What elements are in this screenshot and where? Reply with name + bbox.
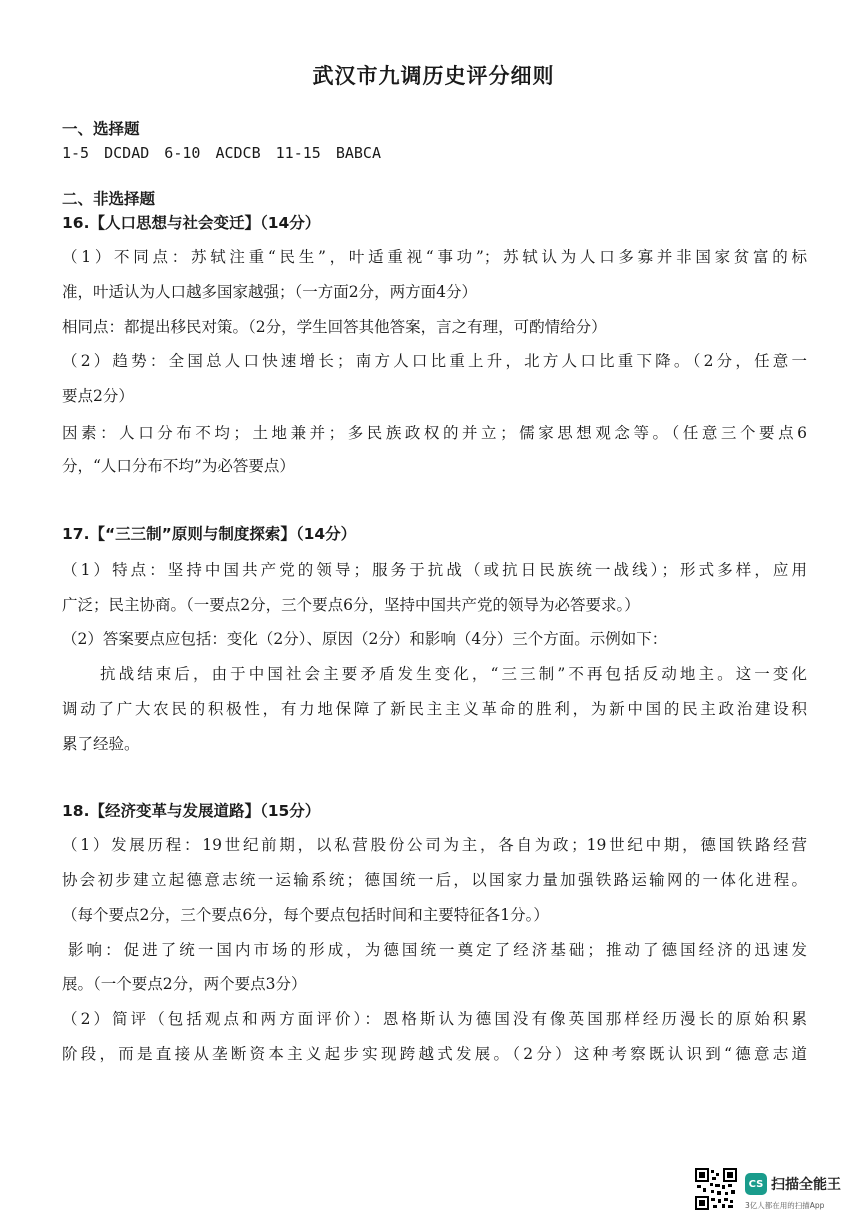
q17-line: （1）特点：坚持中国共产党的领导；服务于抗战（或抗日民族统一战线）；形式多样，应用 bbox=[62, 561, 807, 579]
q17-line: 抗战结束后，由于中国社会主要矛盾发生变化，“三三制”不再包括反动地主。这一变化 bbox=[100, 665, 807, 683]
choice-answers: 1-5 DCDAD 6-10 ACDCB 11-15 BABCA bbox=[62, 144, 381, 162]
q16-line: 因素：人口分布不均；土地兼并；多民族政权的并立；儒家思想观念等。（任意三个要点6 bbox=[62, 424, 807, 442]
q16-line: 要点2分） bbox=[62, 387, 134, 405]
q17-heading: 17.【“三三制”原则与制度探索】（14分） bbox=[62, 525, 357, 543]
q16-line: （2）趋势：全国总人口快速增长；南方人口比重上升，北方人口比重下降。（2分，任意一 bbox=[62, 352, 807, 370]
q18-heading: 18.【经济变革与发展道路】（15分） bbox=[62, 802, 321, 820]
q18-line: 阶段，而是直接从垄断资本主义起步实现跨越式发展。（2分）这种考察既认识到“德意志道 bbox=[62, 1045, 807, 1063]
q17-line: 广泛；民主协商。（一要点2分，三个要点6分，坚持中国共产党的领导为必答要求。） bbox=[62, 596, 640, 614]
camscanner-name: 扫描全能王 bbox=[771, 1177, 841, 1193]
q17-line: 调动了广大农民的积极性，有力地保障了新民主主义革命的胜利，为新中国的民主政治建设积 bbox=[62, 700, 807, 718]
section-heading-choice: 一、选择题 bbox=[62, 120, 140, 138]
camscanner-slogan: 3亿人都在用的扫描App bbox=[745, 1201, 825, 1210]
q18-line: 协会初步建立起德意志统一运输系统；德国统一后，以国家力量加强铁路运输网的一体化进程。 bbox=[62, 871, 807, 889]
q17-line: 累了经验。 bbox=[62, 735, 140, 753]
page-title: 武汉市九调历史评分细则 bbox=[312, 64, 555, 88]
q16-heading: 16.【人口思想与社会变迁】（14分） bbox=[62, 214, 321, 232]
q18-line: （1）发展历程：19世纪前期，以私营股份公司为主，各自为政；19世纪中期，德国铁路经营 bbox=[62, 836, 807, 854]
camscanner-logo-icon: CS bbox=[745, 1173, 767, 1195]
section-heading-nonchoice: 二、非选择题 bbox=[62, 190, 156, 208]
q16-line: 分，“人口分布不均”为必答要点） bbox=[62, 457, 295, 475]
q18-line: 影响：促进了统一国内市场的形成，为德国统一奠定了经济基础；推动了德国经济的迅速发 bbox=[68, 941, 807, 959]
q18-line: （每个要点2分，三个要点6分，每个要点包括时间和主要特征各1分。） bbox=[62, 906, 549, 924]
q16-line: 相同点：都提出移民对策。（2分，学生回答其他答案，言之有理，可酌情给分） bbox=[62, 318, 607, 336]
q18-line: （2）简评（包括观点和两方面评价）：恩格斯认为德国没有像英国那样经历漫长的原始积累 bbox=[62, 1010, 807, 1028]
q18-line: 展。（一个要点2分，两个要点3分） bbox=[62, 975, 307, 993]
q16-line: 准，叶适认为人口越多国家越强；（一方面2分，两方面4分） bbox=[62, 283, 477, 301]
q17-line: （2）答案要点应包括：变化（2分）、原因（2分）和影响（4分）三个方面。示例如下： bbox=[62, 630, 668, 648]
q16-line: （1）不同点：苏轼注重“民生”，叶适重视“事功”；苏轼认为人口多寡并非国家贫富的标 bbox=[62, 248, 807, 266]
qr-code-icon bbox=[695, 1168, 737, 1210]
